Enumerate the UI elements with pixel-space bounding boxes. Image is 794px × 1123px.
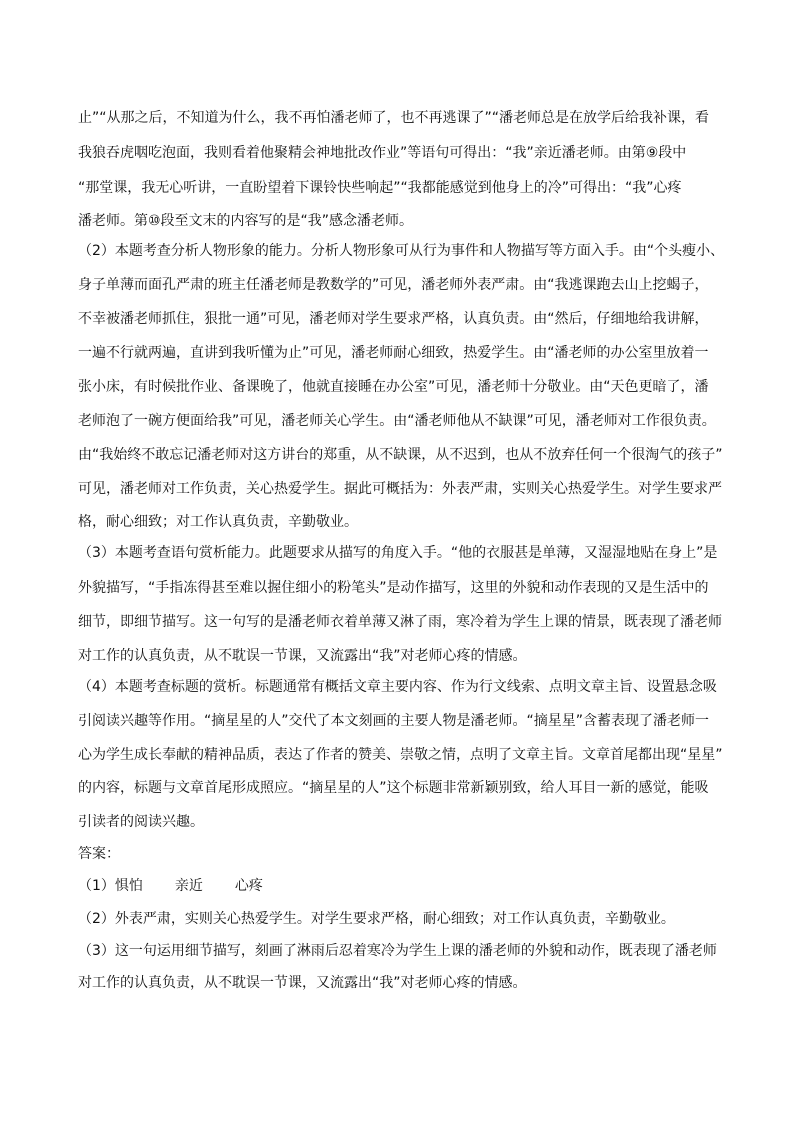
analysis-line: 潘老师。第⑩段至文末的内容写的是“我”感念潘老师。 <box>78 213 414 229</box>
analysis-line: “那堂课，我无心听讲，一直盼望着下课铃快些响起”“我都能感觉到他身上的冷”可得出：“我”心疼 <box>78 180 682 196</box>
answer-item: 心疼 <box>234 878 263 894</box>
analysis-line: （3）本题考查语句赏析能力。此题要求从描写的角度入手。“他的衣服甚是单薄，又湿湿地贴在身上”是 <box>78 545 718 561</box>
answer-item: 亲近 <box>174 878 203 894</box>
analysis-line: 我狼吞虎咽吃泡面，我则看着他聚精会神地批改作业”等语句可得出：“我”亲近潘老师。由第⑨段中 <box>78 145 687 161</box>
analysis-line: 对工作的认真负责，从不耽误一节课，又流露出“我”对老师心疼的情感。 <box>78 648 527 664</box>
analysis-line: 不幸被潘老师抓住，狠批一通”可见，潘老师对学生要求严格，认真负责。由“然后，仔细地给我讲解， <box>78 311 709 327</box>
answer-1 <box>78 876 728 896</box>
analysis-line: 老师泡了一碗方便面给我”可见，潘老师关心学生。由“潘老师他从不缺课”可见，潘老师对工作很负责。 <box>78 413 716 429</box>
answer-3-line: 对工作的认真负责，从不耽误一节课，又流露出“我”对老师心疼的情感。 <box>78 975 527 991</box>
analysis-line: 格，耐心细致；对工作认真负责，辛勤敬业。 <box>78 514 358 530</box>
analysis-line: 由“我始终不敢忘记潘老师对这方讲台的郑重，从不缺课，从不迟到，也从不放弃任何一个很淘气的孩子” <box>78 447 723 463</box>
analysis-line: （4）本题考查标题的赏析。标题通常有概括文章主要内容、作为行文线索、点明文章主旨、设置悬念吸 <box>78 679 717 695</box>
analysis-line: 细节，即细节描写。这一句写的是潘老师衣着单薄又淋了雨，寒冷着为学生上课的情景，既表现了潘老师 <box>78 614 722 630</box>
analysis-line: 张小床，有时候批作业、备课晚了，他就直接睡在办公室”可见，潘老师十分敬业。由“天色更暗了，潘 <box>78 379 709 395</box>
answer-2: （2）外表严肃，实则关心热爱学生。对学生要求严格，耐心细致；对工作认真负责，辛勤敬业。 <box>78 911 675 927</box>
analysis-line: 身子单薄而面孔严肃的班主任潘老师是教数学的”可见，潘老师外表严肃。由“我逃课跑去山上挖蝎子， <box>78 277 709 293</box>
analysis-line: 的内容，标题与文章首尾形成照应。“摘星星的人”这个标题非常新颖别致，给人耳目一新的感觉，能吸 <box>78 780 709 796</box>
analysis-line: 外貌描写，“手指冻得甚至难以握住细小的粉笔头”是动作描写，这里的外貌和动作表现的又是生活中的 <box>78 580 709 596</box>
analysis-line: 可见，潘老师对工作负责，关心热爱学生。据此可概括为：外表严肃，实则关心热爱学生。对学生要求严 <box>78 481 722 497</box>
analysis-line: 一遍不行就两遍，直讲到我听懂为止”可见，潘老师耐心细致，热爱学生。由“潘老师的办公室里放着一 <box>78 345 709 361</box>
analysis-line: （2）本题考查分析人物形象的能力。分析人物形象可从行为事件和人物描写等方面入手。由“个头瘦小、 <box>78 243 725 259</box>
analysis-line: 心为学生成长奉献的精神品质，表达了作者的赞美、崇敬之情，点明了文章主旨。文章首尾都出现“星星” <box>78 747 723 763</box>
answer-number: （1） <box>78 878 115 894</box>
answers-heading: 答案： <box>78 846 120 862</box>
analysis-line: 引读者的阅读兴趣。 <box>78 814 204 830</box>
analysis-line: 引阅读兴趣等作用。“摘星星的人”交代了本文刻画的主要人物是潘老师。“摘星星”含蓄表现了潘老师一 <box>78 713 710 729</box>
answer-3-line: （3）这一句运用细节描写，刻画了淋雨后忍着寒冷为学生上课的潘老师的外貌和动作，既表现了潘老师 <box>78 943 717 959</box>
answer-item: 惧怕 <box>114 878 143 894</box>
analysis-line: 止”“从那之后，不知道为什么，我不再怕潘老师了，也不再逃课了”“潘老师总是在放学后给我补课，看 <box>78 110 710 126</box>
